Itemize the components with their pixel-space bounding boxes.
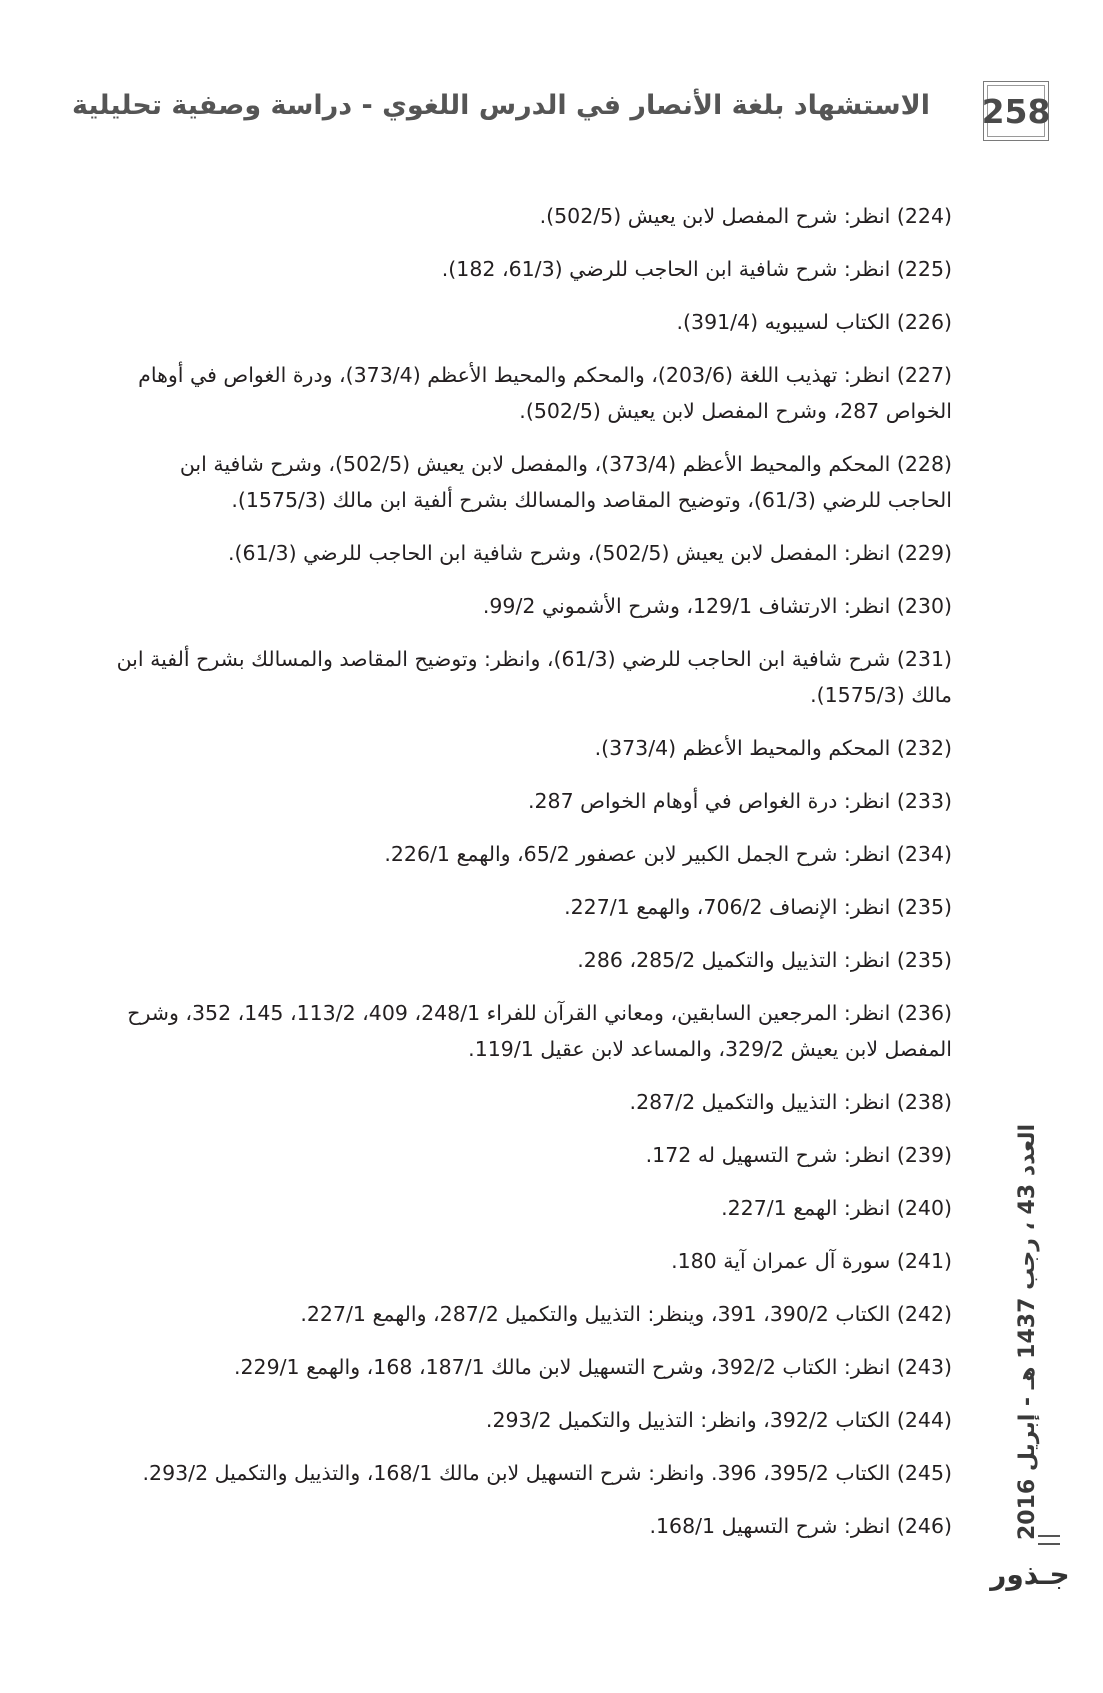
footnote-text: انظر: التذييل والتكميل 285/2، 286.: [577, 948, 891, 972]
footnote-item: [112, 783, 952, 819]
footnote-item: [112, 641, 952, 713]
footnote-item: [112, 1402, 952, 1438]
footnote-item: [112, 304, 952, 340]
footnote-text: سورة آل عمران آية 180.: [671, 1249, 891, 1273]
footnote-number: (230): [896, 594, 952, 618]
footnote-text: انظر: الكتاب 392/2، وشرح التسهيل لابن مالك 187/1، 168، والهمع 229/1.: [233, 1355, 891, 1379]
footnote-number: (224): [896, 204, 952, 228]
footnote-text: انظر: شرح التسهيل 168/1.: [649, 1514, 891, 1538]
footnote-item: [112, 588, 952, 624]
footnote-text: الكتاب 395/2، 396. وانظر: شرح التسهيل لابن مالك 168/1، والتذييل والتكميل 293/2.: [142, 1461, 891, 1485]
footnote-item: [112, 198, 952, 234]
footnote-number: (245): [896, 1461, 952, 1485]
footnote-item: [112, 889, 952, 925]
footnote-item: [112, 446, 952, 518]
footnote-text: انظر: تهذيب اللغة (203/6)، والمحكم والمحيط الأعظم (373/4)، ودرة الغواص في أوهام الخواص 287، وشرح المفصل لابن يعيش (502/5).: [138, 363, 952, 423]
running-title: الاستشهاد بلغة الأنصار في الدرس اللغوي - دراسة وصفية تحليلية: [71, 90, 930, 121]
footnote-item: [112, 1296, 952, 1332]
footnote-item: [112, 995, 952, 1067]
footnote-text: الكتاب 390/2، 391، وينظر: التذييل والتكميل 287/2، والهمع 227/1.: [300, 1302, 891, 1326]
footnote-number: (236): [896, 1001, 952, 1025]
footnote-number: (244): [896, 1408, 952, 1432]
footnote-text: انظر: شرح الجمل الكبير لابن عصفور 65/2، والهمع 226/1.: [384, 842, 891, 866]
footnote-item: [112, 1137, 952, 1173]
footnote-item: [112, 836, 952, 872]
footnote-text: انظر: المفصل لابن يعيش (502/5)، وشرح شافية ابن الحاجب للرضي (61/3).: [228, 541, 891, 565]
footnote-item: [112, 535, 952, 571]
journal-logo: جـذور: [990, 1558, 1070, 1591]
footnote-number: (231): [896, 647, 952, 671]
footnote-text: انظر: درة الغواص في أوهام الخواص 287.: [527, 789, 891, 813]
footnote-text: انظر: الإنصاف 706/2، والهمع 227/1.: [564, 895, 891, 919]
footnote-number: (228): [896, 452, 952, 476]
footnote-item: [112, 1243, 952, 1279]
footnote-number: (242): [896, 1302, 952, 1326]
footnote-number: (225): [896, 257, 952, 281]
footnote-item: [112, 1508, 952, 1544]
footnote-number: (239): [896, 1143, 952, 1167]
footnote-text: المحكم والمحيط الأعظم (373/4).: [594, 736, 891, 760]
footnote-text: انظر: التذييل والتكميل 287/2.: [629, 1090, 891, 1114]
footnotes-list: [112, 198, 952, 1561]
footnote-text: الكتاب 392/2، وانظر: التذييل والتكميل 293/2.: [485, 1408, 891, 1432]
footnote-number: (234): [896, 842, 952, 866]
footnote-text: الكتاب لسيبويه (391/4).: [676, 310, 891, 334]
footnote-item: [112, 942, 952, 978]
footnote-text: انظر: المرجعين السابقين، ومعاني القرآن للفراء 248/1، 409، 113/2، 145، 352، وشرح المفصل لابن يعيش 329/2، والمساعد لابن عقيل 119/1.: [127, 1001, 952, 1061]
footnote-number: (227): [896, 363, 952, 387]
footnote-number: (232): [896, 736, 952, 760]
footnote-item: [112, 1190, 952, 1226]
footnote-number: (226): [896, 310, 952, 334]
footnote-item: [112, 1455, 952, 1491]
footnote-number: (235): [896, 895, 952, 919]
footnote-item: [112, 1349, 952, 1385]
footnote-item: [112, 1084, 952, 1120]
footnote-number: (233): [896, 789, 952, 813]
footnote-number: (246): [896, 1514, 952, 1538]
issue-info: العدد 43 ، رجب 1437 هـ - إبريل 2016: [1015, 1123, 1040, 1540]
footnote-number: (240): [896, 1196, 952, 1220]
footnote-number: (235): [896, 948, 952, 972]
footnote-item: [112, 251, 952, 287]
footnote-number: (229): [896, 541, 952, 565]
footnote-text: انظر: شرح شافية ابن الحاجب للرضي (61/3، 182).: [441, 257, 891, 281]
footnote-text: انظر: شرح التسهيل له 172.: [645, 1143, 891, 1167]
footnote-number: (241): [896, 1249, 952, 1273]
footnote-text: انظر: الارتشاف 129/1، وشرح الأشموني 99/2.: [482, 594, 891, 618]
page-number: 258: [983, 81, 1049, 141]
footnote-item: [112, 730, 952, 766]
footnote-item: [112, 357, 952, 429]
footnote-text: المحكم والمحيط الأعظم (373/4)، والمفصل لابن يعيش (502/5)، وشرح شافية ابن الحاجب للرضي (61/3)، وتوضيح المقاصد والمسالك بشرح ألفية ابن مالك (1575/3).: [179, 452, 952, 512]
side-divider: [1038, 1535, 1060, 1545]
footnote-text: انظر: الهمع 227/1.: [721, 1196, 891, 1220]
footnote-number: (238): [896, 1090, 952, 1114]
footnote-text: شرح شافية ابن الحاجب للرضي (61/3)، وانظر: وتوضيح المقاصد والمسالك بشرح ألفية ابن مالك (1575/3).: [116, 647, 952, 707]
footnote-text: انظر: شرح المفصل لابن يعيش (502/5).: [539, 204, 891, 228]
footnote-number: (243): [896, 1355, 952, 1379]
